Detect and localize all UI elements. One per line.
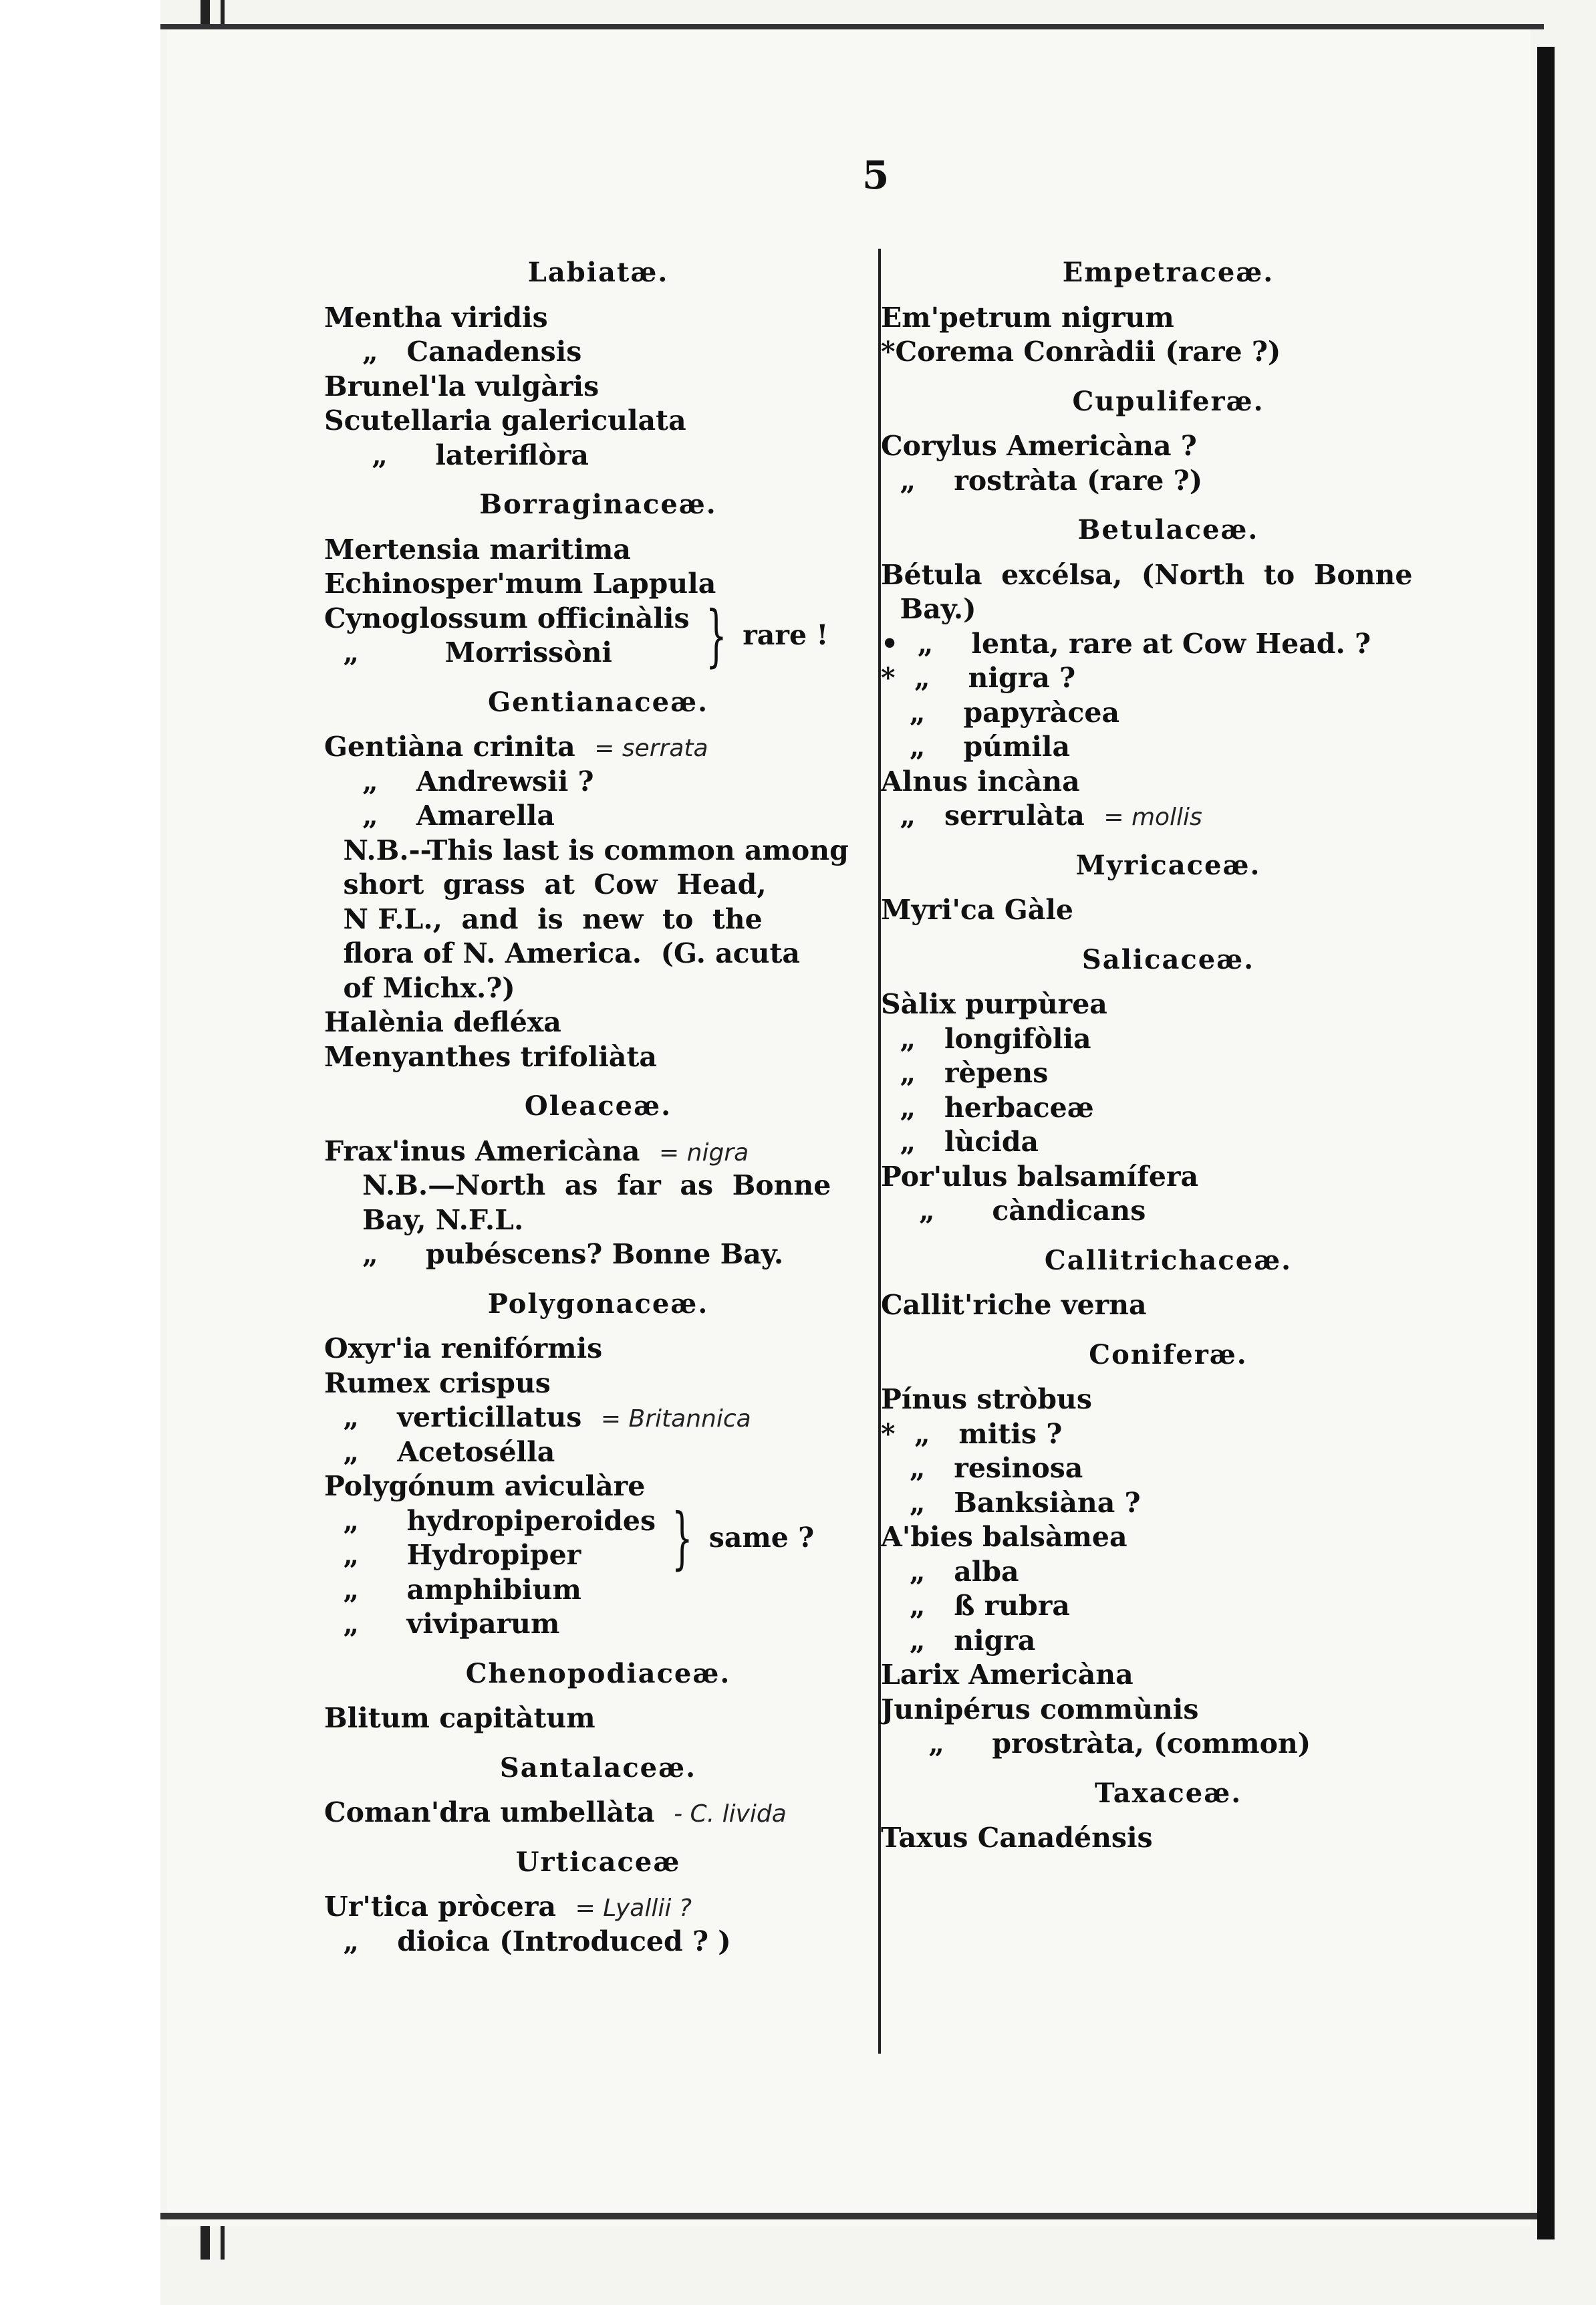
species-name	[881, 1821, 1456, 1856]
note-line	[324, 1169, 872, 1203]
species-name	[881, 1288, 1456, 1323]
species-name	[324, 799, 872, 834]
note-line	[324, 834, 872, 868]
entry-text: „ Acetosélla	[324, 1435, 555, 1468]
entry-text: Callit'riche verna	[881, 1289, 1147, 1321]
entry-text: „ Andrewsii ?	[324, 765, 594, 798]
family-heading: Santalaceæ.	[499, 1751, 697, 1784]
species-name	[881, 1022, 1456, 1057]
entry-text: Taxus Canadénsis	[881, 1822, 1153, 1854]
entry-text: „ amphibium	[324, 1573, 581, 1606]
family-heading: Betulaceæ.	[1077, 514, 1259, 545]
entry-text: „ càndicans	[881, 1195, 1146, 1227]
entry-text: „ viviparum	[324, 1608, 560, 1640]
entry-text: „ resinosa	[881, 1452, 1083, 1484]
entry-text: „ papyràcea	[881, 696, 1120, 729]
species-name	[324, 404, 872, 439]
species-name	[881, 1555, 1456, 1590]
family-heading: Chenopodiaceæ.	[465, 1657, 731, 1689]
species-name	[324, 567, 872, 602]
species-name	[324, 439, 872, 473]
species-name	[881, 1160, 1456, 1195]
species-name	[881, 1589, 1456, 1624]
entry-text: Junipérus commùnis	[881, 1693, 1199, 1725]
braced-species-lines	[324, 602, 690, 671]
family-heading: Borraginaceæ.	[479, 489, 717, 520]
entry-text: of Michx.?)	[324, 971, 515, 1004]
species-name	[881, 301, 1456, 336]
entry-text: Por'ulus balsamífera	[881, 1160, 1199, 1193]
species-name	[881, 1451, 1456, 1486]
family-heading: Polygonaceæ.	[487, 1288, 709, 1320]
entry-text: Halènia defléxa	[324, 1006, 561, 1038]
species-name: „ Hydropiper	[324, 1539, 581, 1571]
family-heading: Coniferæ.	[1089, 1338, 1248, 1370]
species-name	[881, 1125, 1456, 1160]
species-name	[881, 592, 1456, 627]
entry-text: „ nigra	[881, 1624, 1036, 1657]
family-heading: Oleaceæ.	[524, 1090, 672, 1122]
species-name	[881, 1486, 1456, 1521]
facing-page-edge	[1537, 47, 1555, 2239]
species-name	[324, 1890, 872, 1925]
species-name	[324, 1469, 872, 1504]
entry-text: Brunel'la vulgàris	[324, 370, 600, 402]
entry-text: „ púmila	[881, 731, 1071, 763]
family-heading: Taxaceæ.	[1094, 1777, 1242, 1809]
species-name	[324, 533, 872, 568]
brace-symbol: }	[672, 1499, 693, 1577]
entry-text: Rumex crispus	[324, 1366, 551, 1399]
entry-text: „ Amarella	[324, 800, 555, 832]
entry-text: Echinosper'mum Lappula	[324, 568, 716, 600]
species-name	[324, 1435, 872, 1470]
entry-text: Alnus incàna	[881, 765, 1080, 798]
entry-text: Mertensia maritima	[324, 533, 631, 566]
note-line	[324, 902, 872, 937]
entry-text: „ ß rubra	[881, 1590, 1070, 1622]
entry-text: Coman'dra umbellàta	[324, 1796, 655, 1828]
species-name	[881, 429, 1456, 464]
entry-text: „ longifòlia	[881, 1022, 1091, 1055]
entry-text: Em'petrum nigrum	[881, 301, 1174, 334]
species-name	[881, 661, 1456, 696]
entry-text: Bay.)	[881, 593, 976, 625]
species-name: Cynoglossum officinàlis	[324, 602, 690, 634]
entry-text: Larix Americàna	[881, 1659, 1134, 1691]
note-line	[324, 937, 872, 971]
species-name	[881, 1727, 1456, 1762]
entry-text: Polygónum aviculàre	[324, 1470, 646, 1502]
species-name	[324, 1925, 872, 1959]
brace-annotation: rare !	[743, 619, 829, 652]
note-line	[324, 1203, 872, 1238]
handwritten-annotation: = mollis	[1103, 804, 1202, 831]
family-heading: Callitrichaceæ.	[1044, 1244, 1293, 1276]
entry-text: „ rèpens	[881, 1057, 1049, 1089]
species-name	[881, 335, 1456, 370]
species-name	[881, 799, 1456, 834]
species-name	[881, 765, 1456, 800]
species-name	[881, 464, 1456, 499]
entry-text: • „ lenta, rare at Cow Head. ?	[881, 627, 1371, 660]
entry-text: Gentiàna crinita	[324, 731, 575, 763]
family-heading: Cupuliferæ.	[1072, 385, 1265, 417]
species-name	[881, 893, 1456, 928]
species-name	[881, 987, 1456, 1022]
entry-text: „ Banksiàna ?	[881, 1486, 1141, 1519]
entry-text: N.B.--This last is common among	[324, 834, 849, 866]
entry-text: N F.L., and is new to the	[324, 902, 763, 935]
family-heading: Gentianaceæ.	[487, 686, 708, 718]
species-name	[881, 1091, 1456, 1126]
entry-text: * „ mitis ?	[881, 1417, 1063, 1450]
page-bottom-edge	[160, 2213, 1544, 2219]
entry-text: „ verticillatus	[324, 1401, 582, 1433]
family-heading: Empetraceæ.	[1062, 257, 1275, 288]
species-name: „ Morrissòni	[324, 636, 613, 669]
handwritten-annotation: = Britannica	[600, 1405, 751, 1433]
species-name	[324, 1332, 872, 1366]
handwritten-annotation: = Lyallii ?	[575, 1895, 692, 1922]
species-name	[881, 558, 1456, 593]
species-name	[324, 370, 872, 404]
entry-text: Corylus Americàna ?	[881, 430, 1197, 462]
species-name	[324, 1401, 872, 1435]
species-name	[881, 730, 1456, 765]
species-name	[881, 627, 1456, 662]
species-name	[324, 765, 872, 800]
entry-text: short grass at Cow Head,	[324, 868, 767, 900]
entry-text: Scutellaria galericulata	[324, 404, 686, 437]
species-name	[324, 1237, 872, 1272]
entry-text: A'bies balsàmea	[881, 1521, 1127, 1553]
entry-text: „ pubéscens? Bonne Bay.	[324, 1238, 784, 1270]
entry-text: „ rostràta (rare ?)	[881, 464, 1203, 497]
page-number: 5	[862, 152, 890, 198]
family-heading: Labiatæ.	[527, 257, 669, 288]
family-heading: Salicaceæ.	[1081, 943, 1255, 975]
entry-text: „ lùcida	[881, 1126, 1039, 1158]
species-name	[881, 1693, 1456, 1727]
entry-text: Blitum capitàtum	[324, 1702, 595, 1734]
entry-text: Oxyr'ia renifórmis	[324, 1332, 603, 1364]
family-heading: Myricaceæ.	[1075, 849, 1261, 881]
brace-symbol: }	[705, 596, 727, 675]
species-name	[881, 1624, 1456, 1659]
entry-text: Sàlix purpùrea	[881, 988, 1107, 1020]
species-name	[324, 1366, 872, 1401]
right-column	[881, 241, 1456, 1856]
note-line	[324, 868, 872, 902]
species-name	[881, 1056, 1456, 1091]
entry-text: *Corema Conràdii (rare ?)	[881, 336, 1281, 368]
family-heading: Urticaceæ	[515, 1846, 681, 1878]
species-name	[324, 335, 872, 370]
entry-text: Ur'tica pròcera	[324, 1891, 557, 1923]
species-name	[324, 730, 872, 765]
handwritten-annotation: = nigra	[659, 1138, 749, 1167]
page-top-edge	[160, 24, 1544, 29]
entry-text: „ prostràta, (common)	[881, 1727, 1311, 1760]
species-name	[881, 1520, 1456, 1555]
entry-text: Myri'ca Gàle	[881, 894, 1073, 926]
species-name	[324, 1796, 872, 1830]
entry-text: * „ nigra ?	[881, 662, 1076, 694]
species-name	[881, 1417, 1456, 1452]
species-name	[881, 1382, 1456, 1417]
species-name	[881, 1658, 1456, 1693]
species-name	[324, 1040, 872, 1075]
handwritten-annotation: = serrata	[594, 735, 708, 762]
species-name	[324, 1134, 872, 1169]
species-name	[881, 1194, 1456, 1229]
entry-text: Pínus stròbus	[881, 1383, 1092, 1415]
species-name	[324, 1607, 872, 1642]
entry-text: flora of N. America. (G. acuta	[324, 937, 800, 969]
entry-text: Bay, N.F.L.	[324, 1203, 524, 1236]
entry-text: Bétula excélsa, (North to Bonne	[881, 558, 1413, 591]
entry-text: N.B.—North as far as Bonne	[324, 1169, 831, 1201]
species-name	[324, 1005, 872, 1040]
entry-text: Frax'inus Americàna	[324, 1134, 640, 1167]
entry-text: „ alba	[881, 1555, 1019, 1588]
species-name	[881, 696, 1456, 731]
note-line	[324, 971, 872, 1006]
entry-text: Menyanthes trifoliàta	[324, 1040, 657, 1073]
entry-text: Mentha viridis	[324, 301, 548, 334]
braced-species-group	[324, 1499, 872, 1577]
entry-text: „ lateriflòra	[324, 439, 589, 471]
braced-species-lines	[324, 1504, 656, 1573]
entry-text: „ herbaceæ	[881, 1091, 1094, 1124]
braced-species-group	[324, 596, 872, 675]
brace-annotation: same ?	[708, 1522, 815, 1554]
species-name: „ hydropiperoides	[324, 1504, 656, 1537]
species-name	[324, 301, 872, 336]
entry-text: „ serrulàta	[881, 800, 1085, 832]
species-name	[324, 1701, 872, 1736]
scan-margin	[0, 0, 160, 2305]
entry-text: „ dioica (Introduced ? )	[324, 1925, 731, 1957]
handwritten-annotation: - C. livida	[674, 1800, 787, 1828]
species-name	[324, 1573, 872, 1608]
left-column	[324, 241, 872, 1959]
entry-text: „ Canadensis	[324, 336, 582, 368]
